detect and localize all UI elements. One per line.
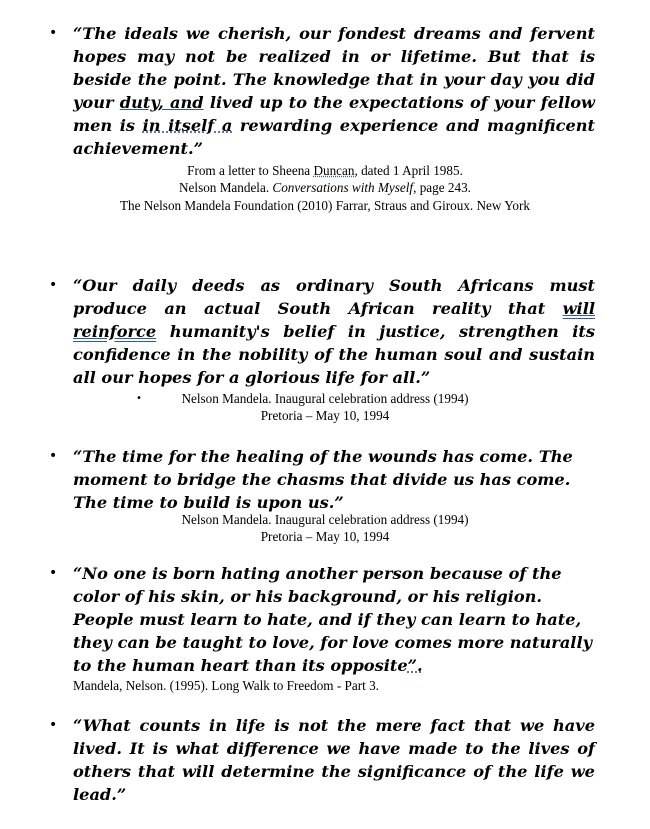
spelling-underline: Duncan,: [313, 163, 358, 178]
grammar-underline: duty, and: [119, 93, 204, 112]
quote-3-citation-line-2: Pretoria – May 10, 1994: [260, 529, 390, 544]
grammar-underline: ”.: [407, 656, 423, 675]
quote-2-text: “Our daily deeds as ordinary South Africans must produce an actual South African reality that will reinforce humanity's belief in justice, strengthen its confidence in the nobility of the human soul and sustain all our hopes for a glorious life for all.”: [73, 276, 595, 387]
bullet-marker: •: [49, 448, 58, 464]
quote-1-citation-line-2: Nelson Mandela. Conversations with Myself, page 243.: [179, 180, 471, 195]
citation-bullet-marker: •: [136, 393, 142, 404]
quote-1-citation-line-3: The Nelson Mandela Foundation (2010) Farrar, Straus and Giroux. New York: [119, 198, 531, 213]
quote-5-text: “What counts in life is not the mere fact that we have lived. It is what difference we have made to the lives of others that will determine the significance of the life we lead.”: [73, 716, 595, 804]
quote-2-citation-line-2: Pretoria – May 10, 1994: [260, 408, 390, 423]
bullet-marker: •: [49, 277, 58, 293]
bullet-marker: •: [49, 717, 58, 733]
bullet-marker: •: [49, 25, 58, 41]
quote-3-text: “The time for the healing of the wounds has come. The moment to bridge the chasms that divide us has come. The time to build is upon us.”: [73, 447, 573, 512]
bullet-marker: •: [49, 565, 58, 581]
book-title: Conversations with Myself: [272, 180, 414, 195]
grammar-underline: in itself a: [142, 116, 233, 135]
quote-4-text: “No one is born hating another person because of the color of his skin, or his background, or his religion. People must learn to hate, and if they can learn to hate, they can be taught to love, for love comes more naturally to the human heart than its opposite”.: [73, 564, 593, 675]
quote-1-text: “The ideals we cherish, our fondest dreams and fervent hopes may not be realized in or lifetime. But that is beside the point. The knowledge that in your day you did your duty, and lived up to the expectations of your fellow men is in itself a rewarding experience and magnificent achievement.”: [73, 24, 595, 158]
grammar-underline: will reinforce: [73, 299, 595, 341]
quote-4-citation-line-1: Mandela, Nelson. (1995). Long Walk to Freedom - Part 3.: [73, 678, 379, 693]
quote-2-citation-line-1: Nelson Mandela. Inaugural celebration address (1994): [181, 391, 469, 406]
quote-1-citation-line-1: From a letter to Sheena Duncan, dated 1 April 1985.: [187, 163, 463, 178]
quote-3-citation-line-1: Nelson Mandela. Inaugural celebration address (1994): [181, 512, 469, 527]
